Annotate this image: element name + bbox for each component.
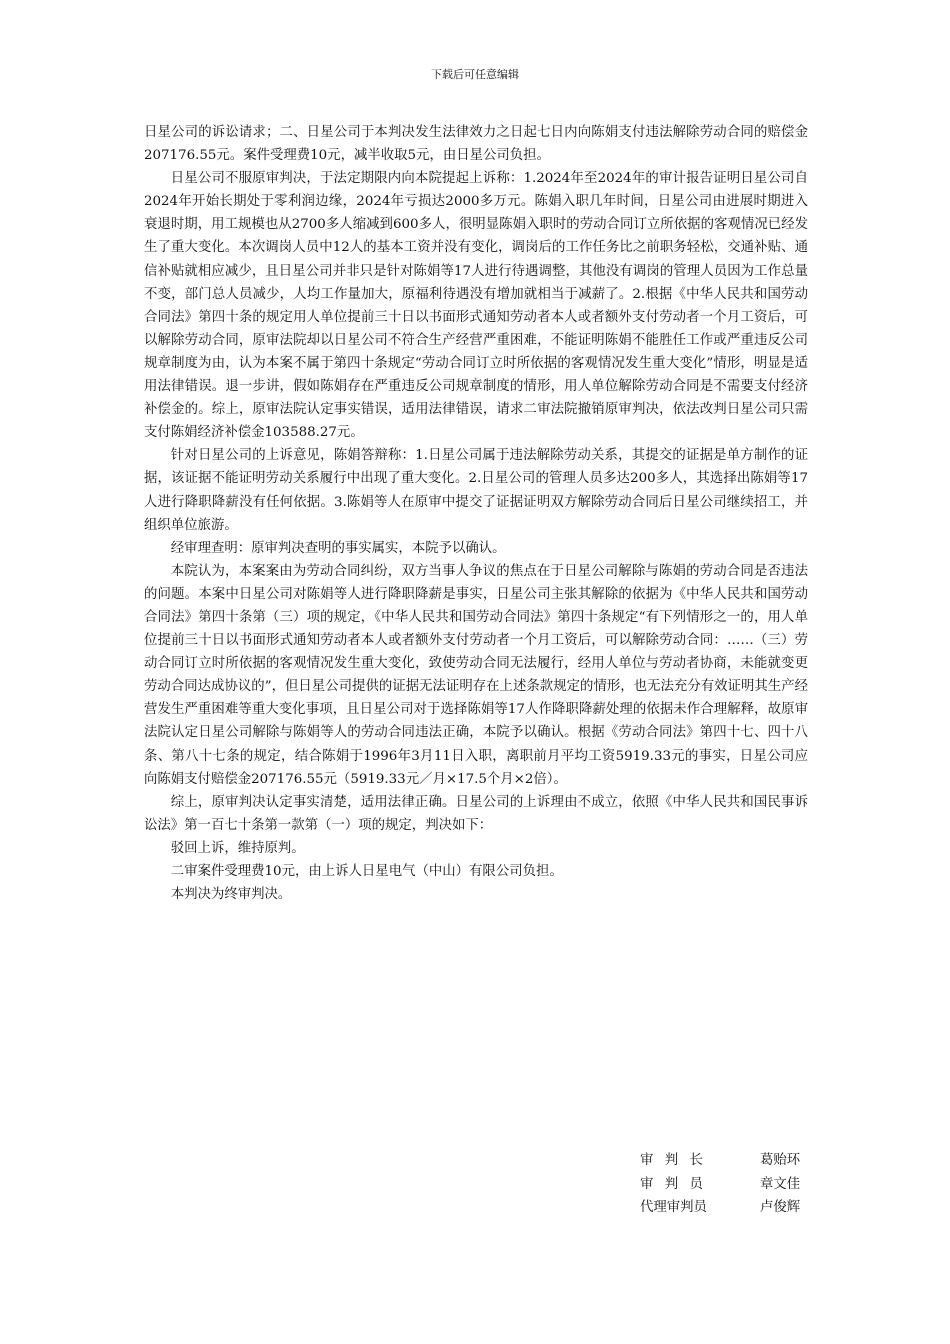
signature-row <box>640 1171 815 1195</box>
paragraph: 本判决为终审判决。 <box>170 887 292 903</box>
signature-row <box>640 1147 815 1171</box>
paragraph: 经审理查明：原审判决查明的事实属实，本院予以确认。 <box>170 540 506 556</box>
signature-row <box>640 1194 815 1218</box>
paragraph: 本院认为，本案案由为劳动合同纠纷，双方当事人争议的焦点在于日星公司解除与陈娟的劳动合同是否违法的问题。本案中日星公司对陈娟等人进行降职降薪是事实，日星公司主张其解除的依据为《中华人民共和国劳动合同法》第四十条第（三）项的规定，《中华人民共和国劳动合同法》第四十条规定“有下列情形之一的，用人单位提前三十日以书面形式通知劳动者本人或者额外支付劳动者一个月工资后，可以解除劳动合同：……（三）劳动合同订立时所依据的客观情况发生重大变化，致使劳动合同无法履行，经用人单位与劳动者协商，未能就变更劳动合同达成协议的”，但日星公司提供的证据无法证明存在上述条款规定的情形，也无法充分有效证明其生产经营发生严重困难等重大变化事项，且日星公司对于选择陈娟等17人作降职降薪处理的依据未作合理解释，故原审法院认定日星公司解除与陈娟等人的劳动合同违法正确，本院予以确认。根据《劳动合同法》第四十七、四十八条、第八十七条的规定，结合陈娟于1996年3月11日入职，离职前月平均工资5919.33元的事实，日星公司应向陈娟支付赔偿金207176.55元（5919.33元／月×17.5个月×2倍）。 <box>144 563 808 787</box>
signature-role: 代理审判员 <box>640 1200 707 1216</box>
paragraph: 二审案件受理费10元，由上诉人日星电气（中山）有限公司负担。 <box>170 864 563 879</box>
signature-name: 葛贻环 <box>760 1153 801 1169</box>
signature-role: 审判员 <box>640 1176 715 1192</box>
page-header: 下载后可任意编辑 <box>431 68 519 81</box>
paragraph: 针对日星公司的上诉意见，陈娟答辩称：1.日星公司属于违法解除劳动关系，其提交的证据是单方制作的证据，该证据不能证明劳动关系履行中出现了重大变化。2.日星公司的管理人员多达200多人，其选择出陈娟等17人进行降职降薪没有任何依据。3.陈娟等人在原审中提交了证据证明双方解除劳动合同后日星公司继续招工，并组织单位旅游。 <box>144 448 808 533</box>
signature-name: 章文佳 <box>760 1176 801 1192</box>
paragraph: 驳回上诉，维持原判。 <box>170 840 305 856</box>
paragraph: 日星公司的诉讼请求；二、日星公司于本判决发生法律效力之日起七日内向陈娟支付违法解除劳动合同的赔偿金207176.55元。案件受理费10元，减半收取5元，由日星公司负担。 <box>144 125 808 164</box>
signature-block <box>640 1147 815 1218</box>
paragraph: 综上，原审判决认定事实清楚，适用法律正确。日星公司的上诉理由不成立，依照《中华人民共和国民事诉讼法》第一百七十条第一款第（一）项的规定，判决如下： <box>144 794 808 833</box>
signature-name: 卢俊辉 <box>760 1200 801 1216</box>
paragraph: 日星公司不服原审判决，于法定期限内向本院提起上诉称：1.2024年至2024年的审计报告证明日星公司自2024年开始长期处于零利润边缘，2024年亏损达2000多万元。陈娟入职几年时间，日星公司由进展时期进入衰退时期，用工规模也从2700多人缩减到600多人，很明显陈娟入职时的劳动合同订立所依据的客观情况已经发生了重大变化。本次调岗人员中12人的基本工资并没有变化，调岗后的工作任务比之前职务轻松，交通补贴、通信补贴就相应减少，且日星公司并非只是针对陈娟等17人进行待遇调整，其他没有调岗的管理人员因为工作总量不变，部门总人员减少，人均工作量加大，原福利待遇没有增加就相当于减薪了。2.根据《中华人民共和国劳动合同法》第四十条的规定用人单位提前三十日以书面形式通知劳动者本人或者额外支付劳动者一个月工资后，可以解除劳动合同，原审法院却以日星公司不符合生产经营严重困难，不能证明陈娟不能胜任工作或严重违反公司规章制度为由，认为本案不属于第四十条规定“劳动合同订立时所依据的客观情况发生重大变化”情形，明显是适用法律错误。退一步讲，假如陈娟存在严重违反公司规章制度的情形，用人单位解除劳动合同是不需要支付经济补偿金的。综上，原审法院认定事实错误，适用法律错误，请求二审法院撤销原审判决，依法改判日星公司只需支付陈娟经济补偿金103588.27元。 <box>144 171 808 441</box>
document-body <box>144 121 808 906</box>
signature-role: 审判长 <box>640 1153 715 1169</box>
